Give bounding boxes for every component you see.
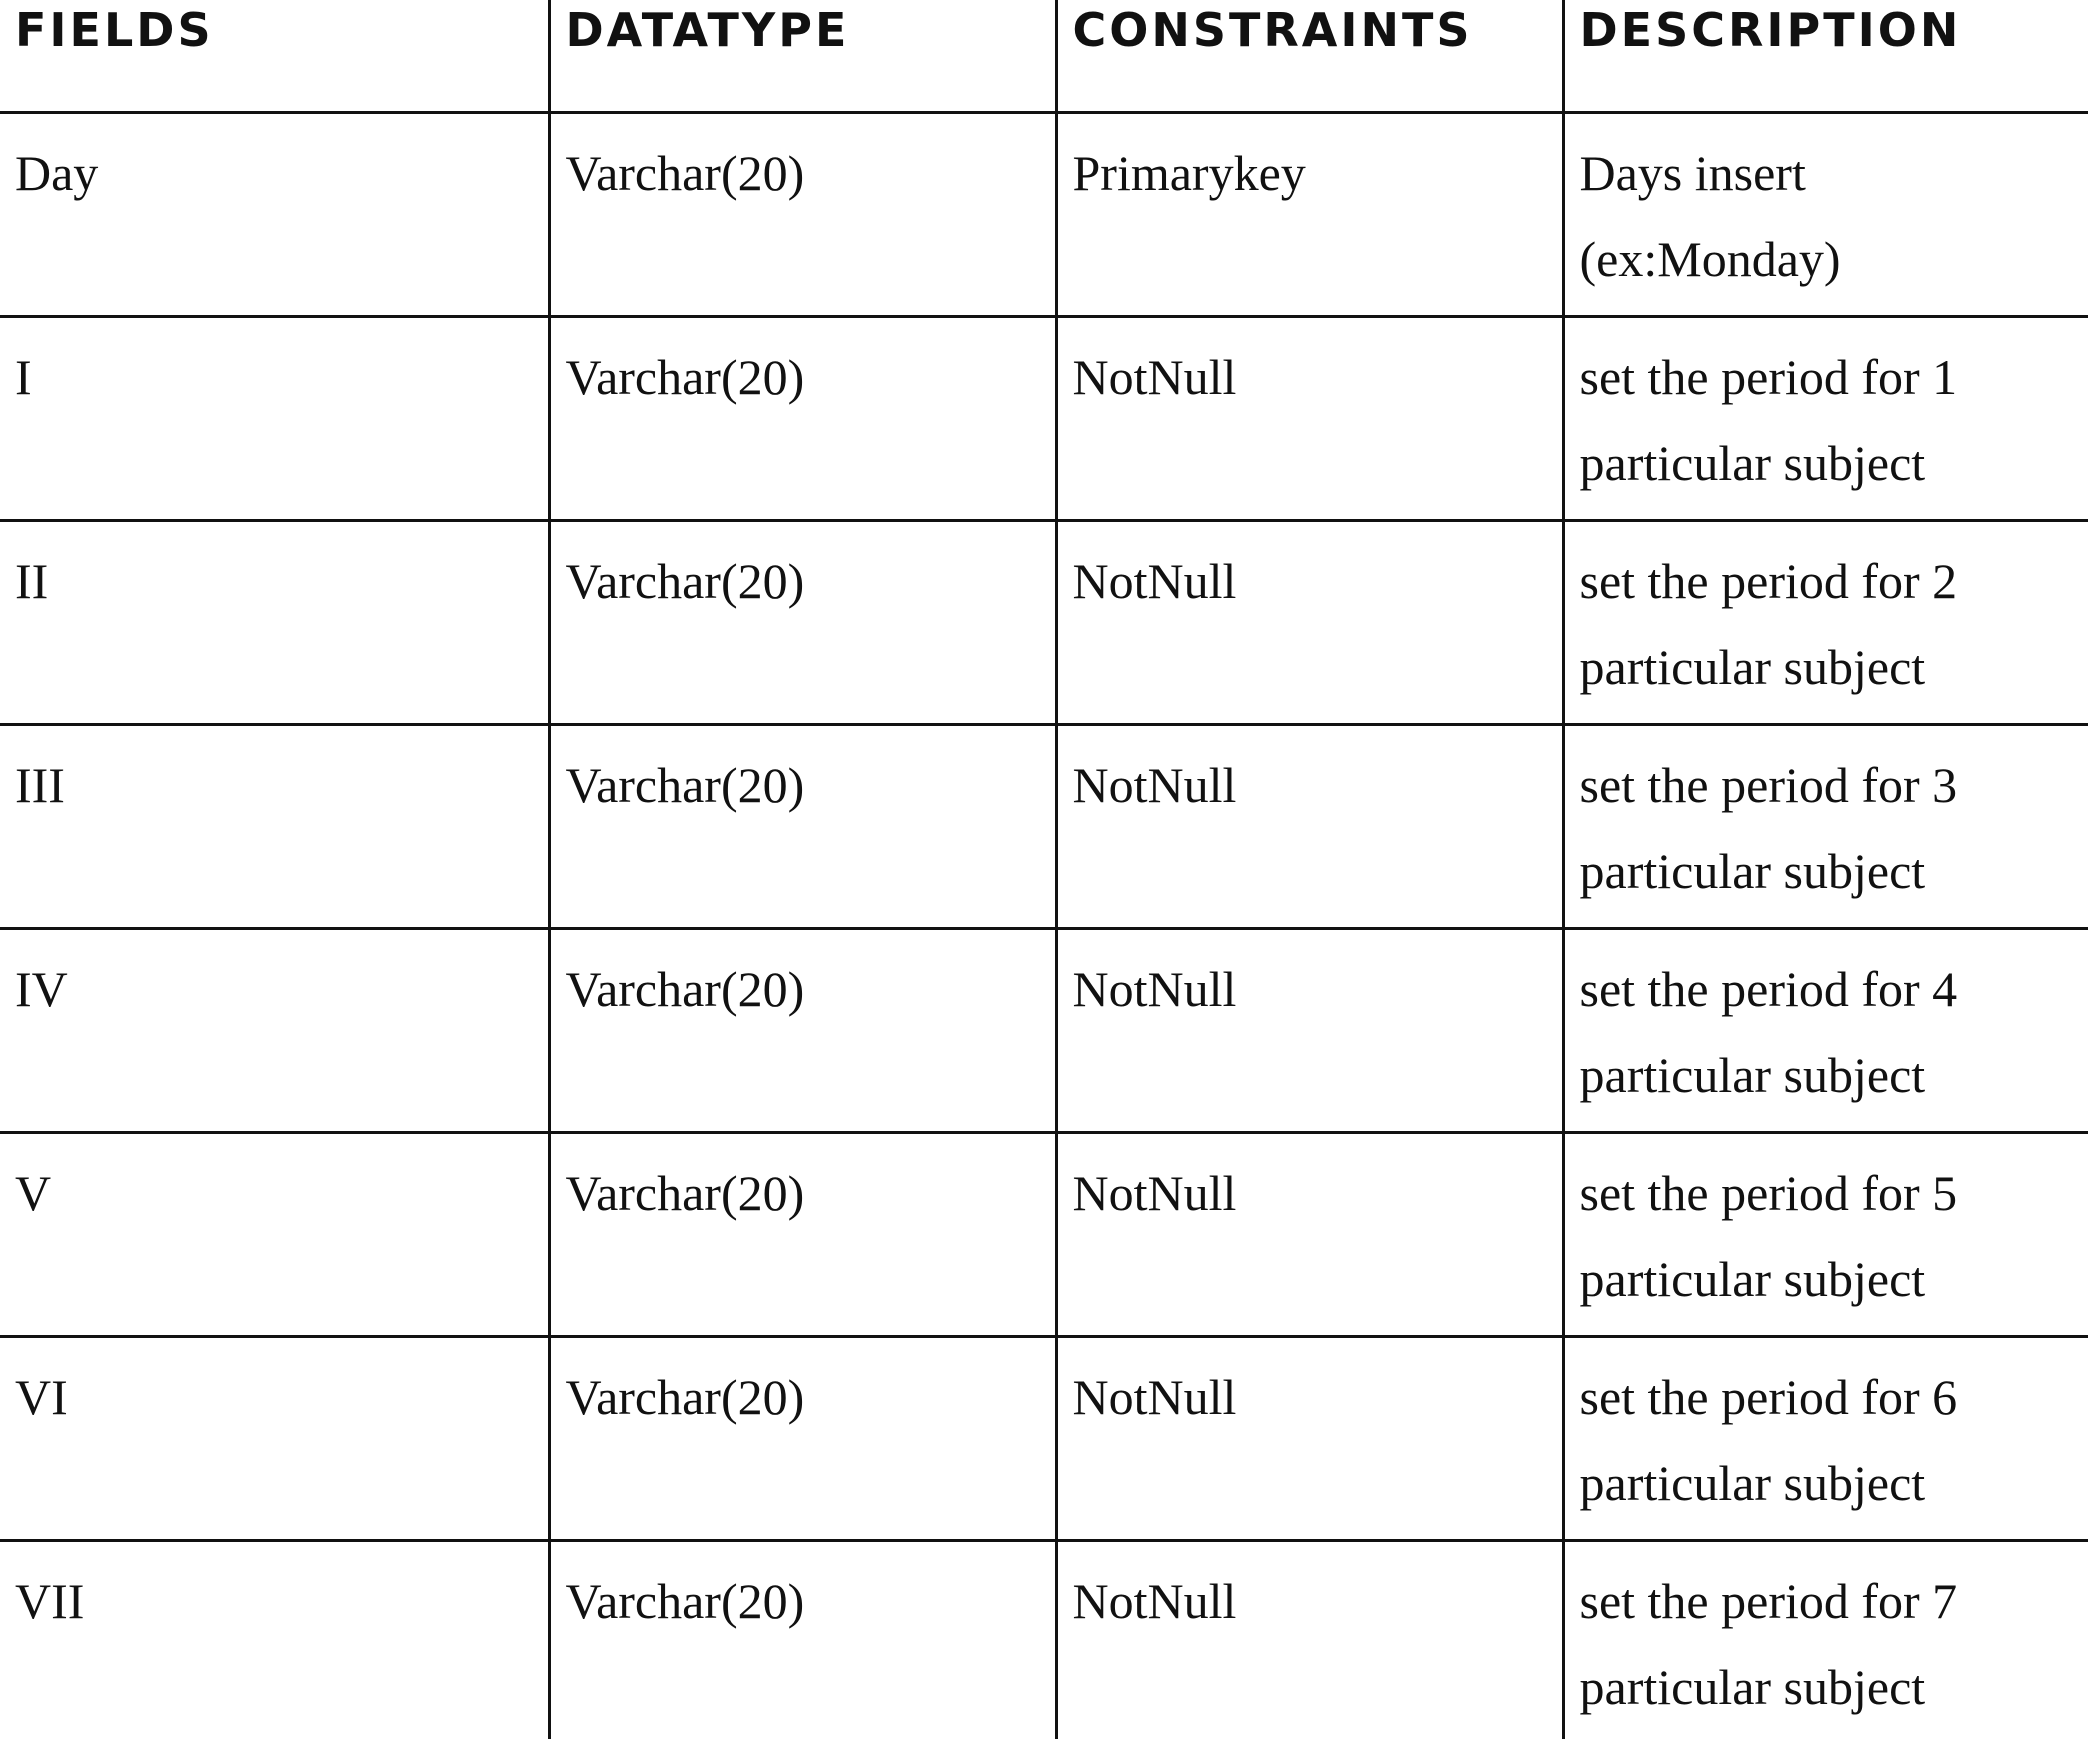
- cell-description: set the period for 6 particular subject: [1563, 1337, 2088, 1541]
- table-row: [0, 1337, 2088, 1541]
- cell-field: III: [0, 725, 549, 929]
- cell-constraint: NotNull: [1056, 1133, 1563, 1337]
- cell-field: VII: [0, 1541, 549, 1739]
- cell-description: set the period for 2 particular subject: [1563, 521, 2088, 725]
- table-row: [0, 113, 2088, 317]
- cell-field: V: [0, 1133, 549, 1337]
- cell-datatype: Varchar(20): [549, 521, 1056, 725]
- header-description: DESCRIPTION: [1563, 0, 2088, 113]
- cell-description: set the period for 4 particular subject: [1563, 929, 2088, 1133]
- header-row: [0, 0, 2088, 113]
- cell-datatype: Varchar(20): [549, 725, 1056, 929]
- cell-field: IV: [0, 929, 549, 1133]
- cell-description: set the period for 1 particular subject: [1563, 317, 2088, 521]
- cell-constraint: Primarykey: [1056, 113, 1563, 317]
- cell-constraint: NotNull: [1056, 725, 1563, 929]
- table-row: [0, 1541, 2088, 1739]
- cell-field: Day: [0, 113, 549, 317]
- cell-datatype: Varchar(20): [549, 1133, 1056, 1337]
- cell-datatype: Varchar(20): [549, 113, 1056, 317]
- cell-constraint: NotNull: [1056, 521, 1563, 725]
- cell-datatype: Varchar(20): [549, 1541, 1056, 1739]
- cell-datatype: Varchar(20): [549, 1337, 1056, 1541]
- cell-field: I: [0, 317, 549, 521]
- cell-field: VI: [0, 1337, 549, 1541]
- table-row: [0, 725, 2088, 929]
- header-constraints: CONSTRAINTS: [1056, 0, 1563, 113]
- cell-datatype: Varchar(20): [549, 317, 1056, 521]
- table-row: [0, 1133, 2088, 1337]
- header-fields: FIELDS: [15, 3, 214, 57]
- cell-field: II: [0, 521, 549, 725]
- cell-description: set the period for 3 particular subject: [1563, 725, 2088, 929]
- cell-constraint: NotNull: [1056, 1337, 1563, 1541]
- header-datatype: DATATYPE: [549, 0, 1056, 113]
- cell-constraint: NotNull: [1056, 929, 1563, 1133]
- table-row: [0, 317, 2088, 521]
- cell-constraint: NotNull: [1056, 1541, 1563, 1739]
- table-body: [0, 113, 2088, 1739]
- table-row: [0, 521, 2088, 725]
- cell-constraint: NotNull: [1056, 317, 1563, 521]
- table-header: [0, 0, 2088, 113]
- cell-description: set the period for 7 particular subject: [1563, 1541, 2088, 1739]
- table-row: [0, 929, 2088, 1133]
- cell-description: Days insert (ex:Monday): [1563, 113, 2088, 317]
- cell-description: set the period for 5 particular subject: [1563, 1133, 2088, 1337]
- cell-datatype: Varchar(20): [549, 929, 1056, 1133]
